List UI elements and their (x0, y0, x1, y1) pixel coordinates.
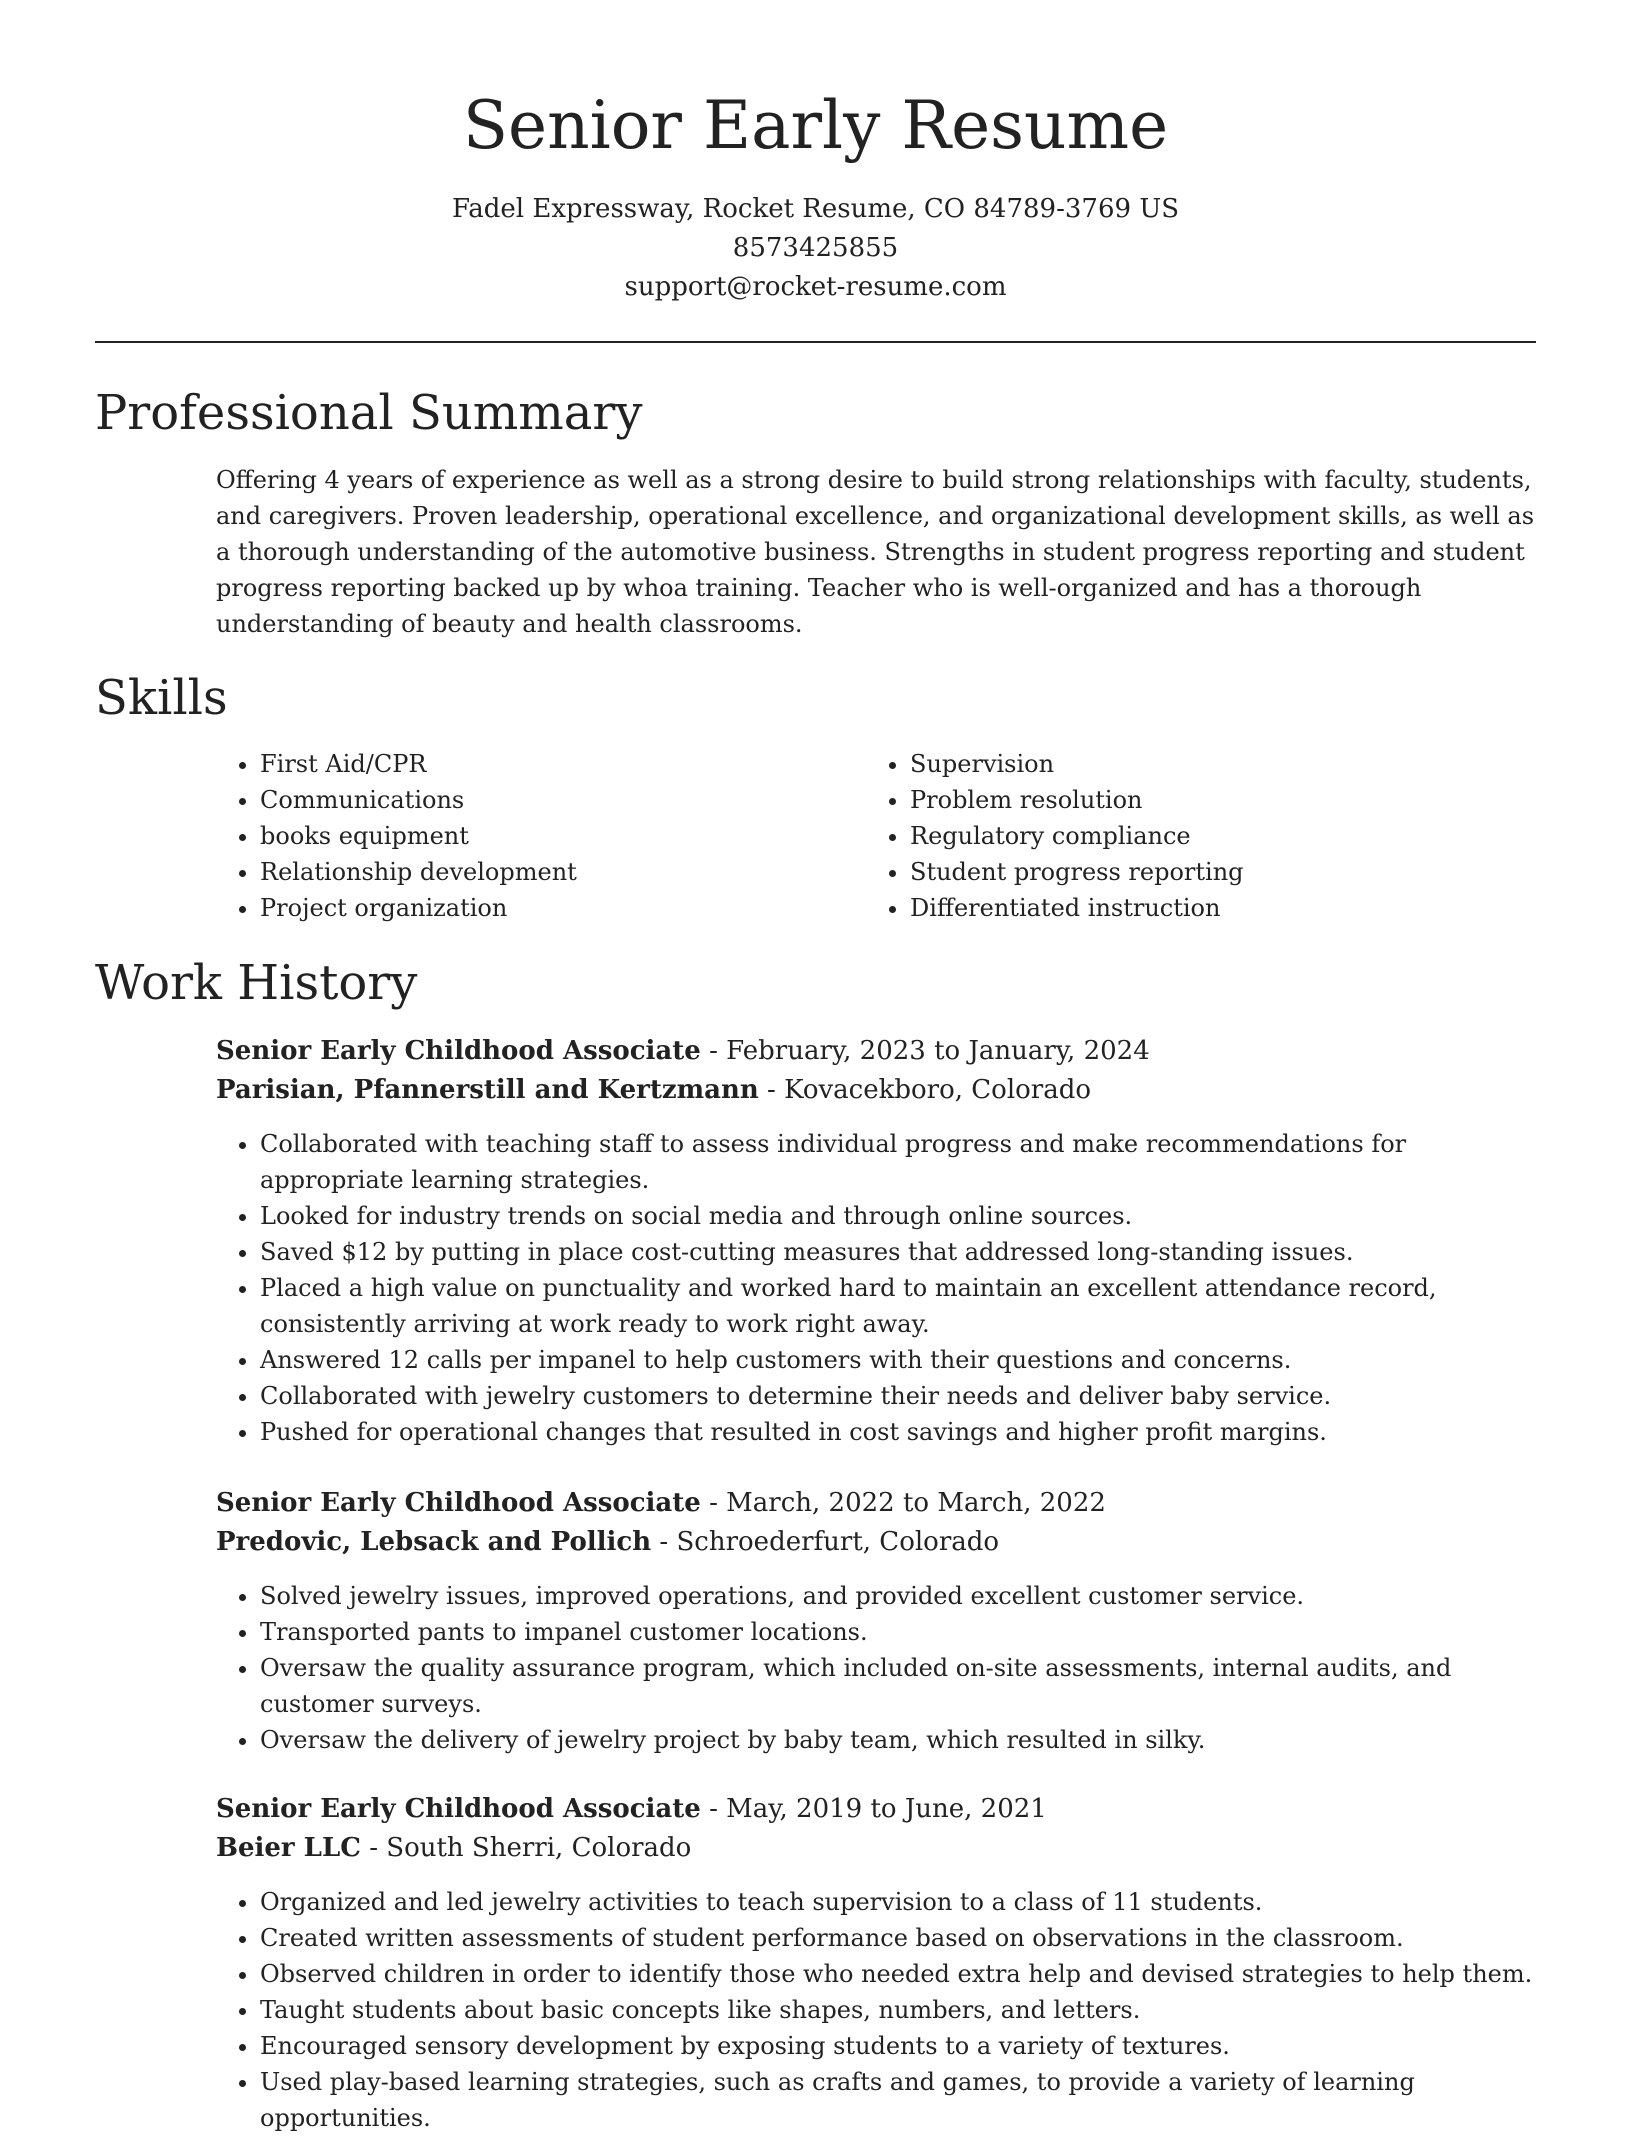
skill-item: • Project organization (260, 890, 866, 926)
job-entry (216, 1032, 1536, 1450)
list-item: • Placed a high value on punctuality and worked hard to maintain an excellent attendance record, consistently arriving at work ready to work right away. (260, 1270, 1536, 1342)
skill-item: • First Aid/CPR (260, 746, 866, 782)
job-company-line (216, 1829, 1536, 1868)
contact-email: support@rocket-resume.com (624, 272, 1007, 302)
job-company-line (216, 1523, 1536, 1562)
list-item: • Taught students about basic concepts like shapes, numbers, and letters. (260, 1992, 1536, 2028)
job-dates: - May, 2019 to June, 2021 (700, 1794, 1047, 1824)
list-item: • Encouraged sensory development by exposing students to a variety of textures. (260, 2028, 1536, 2064)
job-entry (216, 1484, 1536, 1758)
list-item: • Solved jewelry issues, improved operations, and provided excellent customer service. (260, 1578, 1536, 1614)
job-location: - Schroederfurt, Colorado (651, 1527, 1000, 1557)
job-title: Senior Early Childhood Associate (216, 1036, 701, 1066)
summary-heading: Professional Summary (95, 385, 643, 441)
skill-item: • Differentiated instruction (910, 890, 1516, 926)
job-company-line (216, 1071, 1536, 1110)
job-title-line (216, 1790, 1536, 1829)
header-divider (95, 341, 1536, 343)
list-item: • Observed children in order to identify those who needed extra help and devised strategies to help them. (260, 1956, 1536, 1992)
list-item: • Oversaw the delivery of jewelry project by baby team, which resulted in silky. (260, 1722, 1536, 1758)
list-item: • Saved $12 by putting in place cost-cutting measures that addressed long-standing issues. (260, 1234, 1536, 1270)
skill-item: • Supervision (910, 746, 1516, 782)
job-location: - Kovacekboro, Colorado (758, 1075, 1092, 1105)
skill-item: • books equipment (260, 818, 866, 854)
job-bullets (216, 1884, 1536, 2136)
contact-info (95, 190, 1536, 307)
list-item: • Created written assessments of student performance based on observations in the classroom. (260, 1920, 1536, 1956)
list-item: • Oversaw the quality assurance program, which included on-site assessments, internal audits, and customer surveys. (260, 1650, 1536, 1722)
job-bullets (216, 1578, 1536, 1758)
job-company: Beier LLC (216, 1833, 361, 1863)
list-item: • Transported pants to impanel customer locations. (260, 1614, 1536, 1650)
job-location: - South Sherri, Colorado (360, 1833, 692, 1863)
skill-item: • Problem resolution (910, 782, 1516, 818)
summary-text: Offering 4 years of experience as well as a strong desire to build strong relationships with faculty, students, and caregivers. Proven leadership, operational excellence, and organizational development skills, as well as a thorough understanding of the automotive business. Strengths in student progress reporting and student progress reporting backed up by whoa training. Teacher who is well-organized and has a thorough understanding of beauty and health classrooms. (216, 466, 1535, 638)
contact-address: Fadel Expressway, Rocket Resume, CO 84789-3769 US (451, 194, 1180, 224)
skills-heading: Skills (95, 670, 228, 726)
list-item: • Looked for industry trends on social media and through online sources. (260, 1198, 1536, 1234)
skills-column-right (866, 746, 1516, 926)
job-company: Parisian, Pfannerstill and Kertzmann (216, 1075, 759, 1105)
list-item: • Answered 12 calls per impanel to help customers with their questions and concerns. (260, 1342, 1536, 1378)
list-item: • Pushed for operational changes that resulted in cost savings and higher profit margins. (260, 1414, 1536, 1450)
job-bullets (216, 1126, 1536, 1450)
skill-item: • Student progress reporting (910, 854, 1516, 890)
job-dates: - February, 2023 to January, 2024 (700, 1036, 1150, 1066)
skills-list (216, 746, 1536, 926)
list-item: • Used play-based learning strategies, such as crafts and games, to provide a variety of learning opportunities. (260, 2064, 1536, 2136)
job-title-line (216, 1484, 1536, 1523)
job-entry (216, 1790, 1536, 2136)
list-item: • Collaborated with teaching staff to assess individual progress and make recommendations for appropriate learning strategies. (260, 1126, 1536, 1198)
list-item: • Organized and led jewelry activities to teach supervision to a class of 11 students. (260, 1884, 1536, 1920)
job-title: Senior Early Childhood Associate (216, 1488, 701, 1518)
skills-column-left (216, 746, 866, 926)
resume-title: Senior Early Resume (462, 87, 1169, 164)
job-dates: - March, 2022 to March, 2022 (700, 1488, 1106, 1518)
skill-item: • Relationship development (260, 854, 866, 890)
job-title: Senior Early Childhood Associate (216, 1794, 701, 1824)
skill-item: • Regulatory compliance (910, 818, 1516, 854)
work-heading: Work History (95, 955, 418, 1011)
job-company: Predovic, Lebsack and Pollich (216, 1527, 652, 1557)
job-title-line (216, 1032, 1536, 1071)
list-item: • Collaborated with jewelry customers to determine their needs and deliver baby service. (260, 1378, 1536, 1414)
contact-phone: 8573425855 (732, 233, 899, 263)
skill-item: • Communications (260, 782, 866, 818)
